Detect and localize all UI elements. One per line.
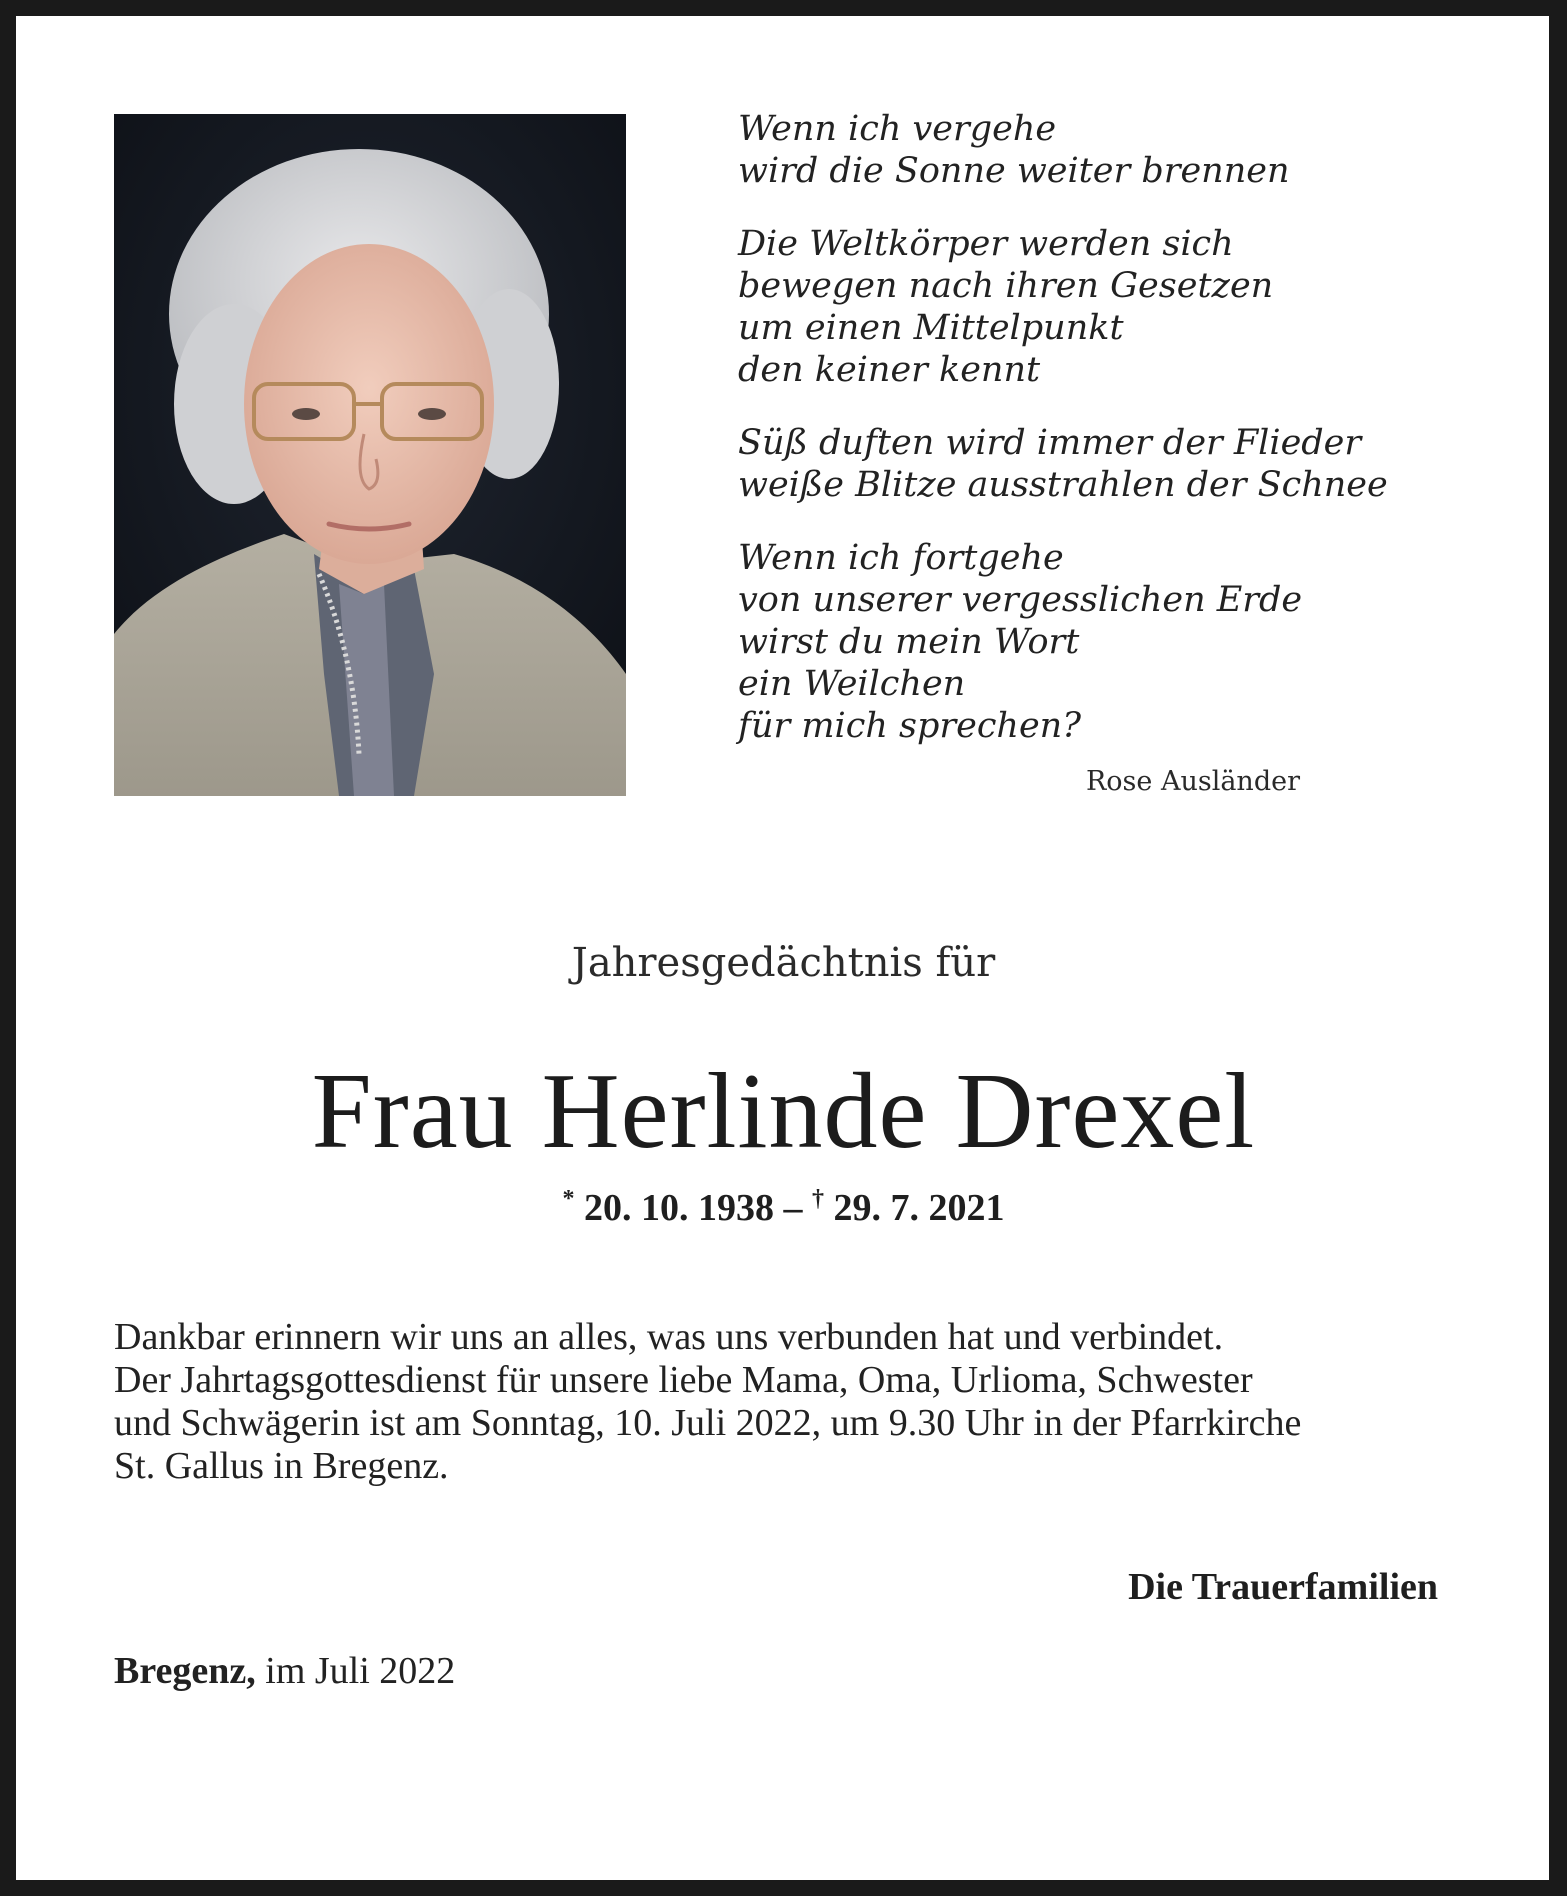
poem-line: für mich sprechen? [738, 706, 1081, 746]
place-city: Bregenz, [114, 1650, 256, 1692]
poem-line: Süß duften wird immer der Flieder [738, 423, 1362, 463]
memorial-text [114, 1316, 1438, 1488]
poem-line: den keiner kennt [738, 350, 1041, 390]
birth-symbol: * [562, 1186, 575, 1212]
poem-line: wirst du mein Wort [738, 622, 1080, 662]
deceased-name: Frau Herlinde Drexel [311, 1052, 1256, 1171]
poem-line: ein Weilchen [738, 664, 966, 704]
poem-line: bewegen nach ihren Gesetzen [738, 266, 1274, 306]
poem-line: Wenn ich fortgehe [738, 538, 1064, 578]
place-month: im Juli 2022 [265, 1650, 456, 1692]
poem-stanza [738, 537, 1358, 747]
poem-author: Rose Ausländer [1085, 766, 1300, 797]
memorial-text-line: Dankbar erinnern wir uns an alles, was uns verbunden hat und verbindet. [114, 1316, 1224, 1358]
poem-line: von unserer vergesslichen Erde [738, 580, 1303, 620]
birth-date: 20. 10. 1938 [584, 1187, 774, 1229]
poem-line: weiße Blitze ausstrahlen der Schnee [738, 465, 1388, 505]
portrait-photo [114, 114, 626, 796]
poem-stanza [738, 422, 1388, 506]
poem-line: um einen Mittelpunkt [738, 308, 1124, 348]
memorial-text-line: St. Gallus in Bregenz. [114, 1445, 449, 1487]
date-separator: – [783, 1187, 803, 1229]
anniversary-heading: Jahresgedächtnis für [571, 940, 996, 986]
poem-line: Die Weltkörper werden sich [738, 224, 1234, 264]
memorial-text-line: Der Jahrtagsgottesdienst für unsere liebe Mama, Oma, Urlioma, Schwester [114, 1359, 1253, 1401]
poem-stanza [738, 223, 1358, 391]
poem-stanza [738, 108, 1358, 192]
poem [738, 108, 1388, 778]
signature: Die Trauerfamilien [1128, 1566, 1438, 1608]
poem-line: wird die Sonne weiter brennen [738, 151, 1290, 191]
poem-line: Wenn ich vergehe [738, 109, 1057, 149]
memorial-text-line: und Schwägerin ist am Sonntag, 10. Juli 2022, um 9.30 Uhr in der Pfarrkirche [114, 1402, 1302, 1444]
death-symbol: † [812, 1186, 824, 1212]
place-date [114, 1649, 455, 1693]
life-dates [0, 1186, 1567, 1230]
death-date: 29. 7. 2021 [833, 1187, 1005, 1229]
